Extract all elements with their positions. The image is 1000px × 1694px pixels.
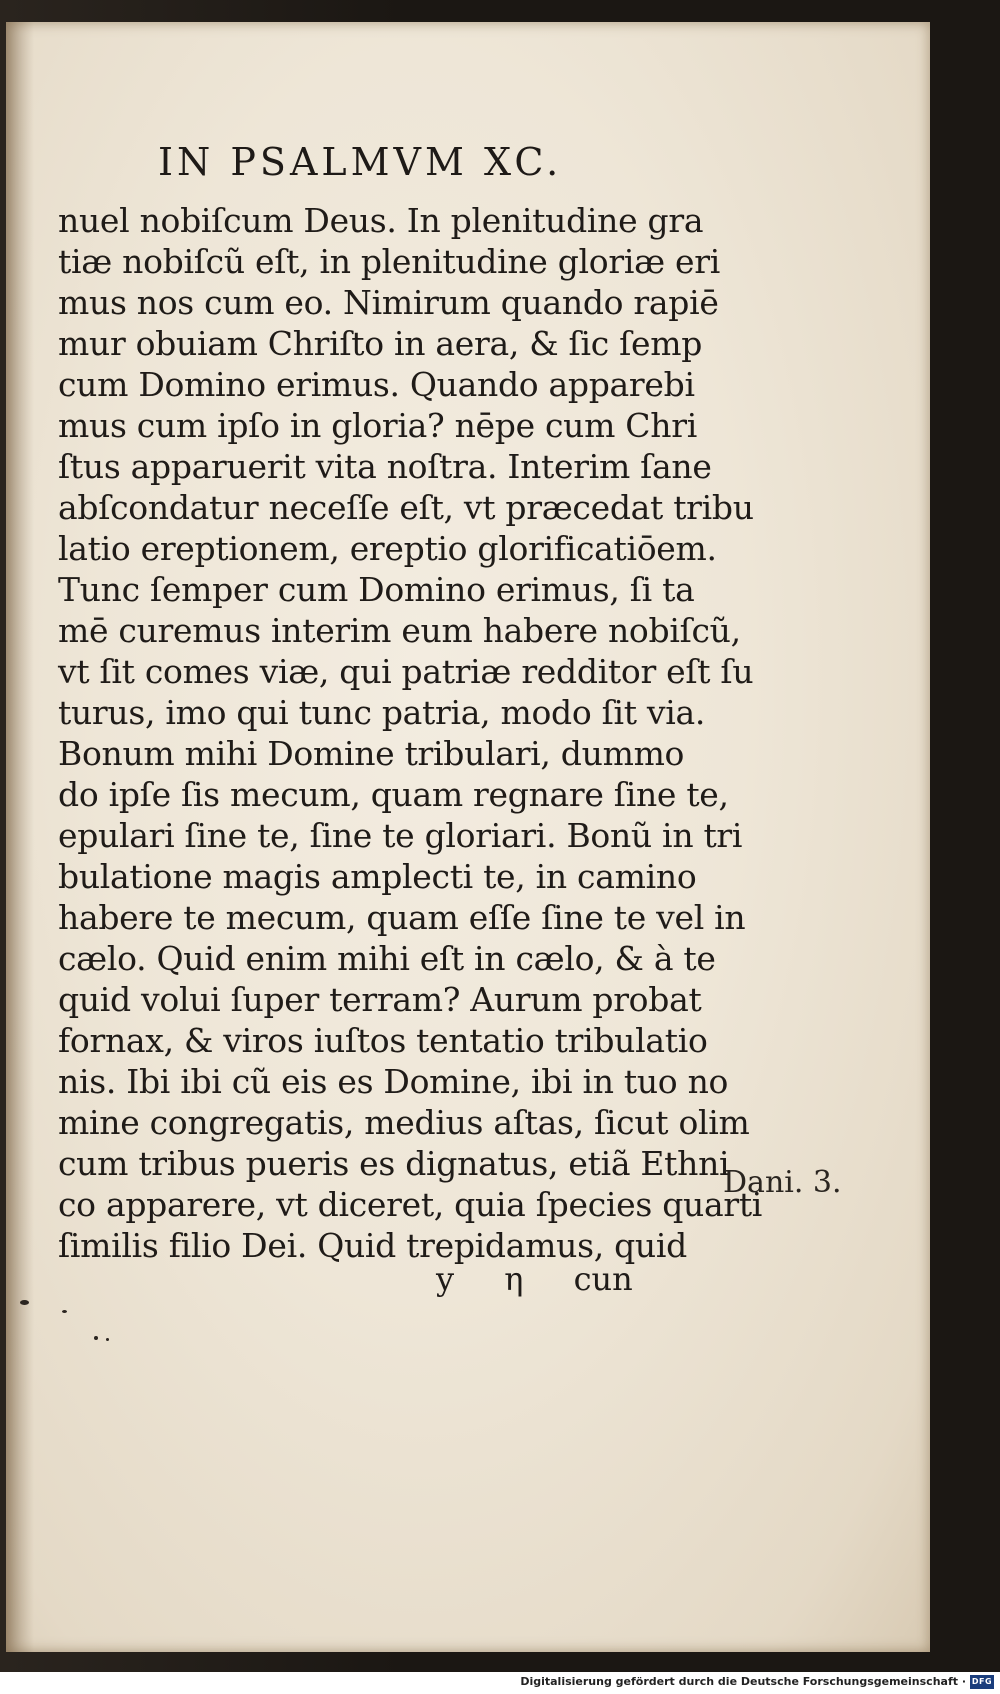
ink-speck — [94, 1336, 98, 1340]
text-line: bulatione magis amplecti te, in camino — [58, 857, 697, 896]
text-line: abſcondatur neceſſe eſt, vt præcedat tribu — [58, 488, 754, 527]
text-line: mus cum ipſo in gloria? nēpe cum Chri — [58, 406, 697, 445]
text-line: quid volui ſuper terram? Aurum probat — [58, 980, 702, 1019]
text-line: cum Domino erimus. Quando apparebi — [58, 365, 695, 404]
footer-bar — [0, 1672, 1000, 1694]
text-line: nuel nobiſcum Deus. In plenitudine gra — [58, 201, 704, 240]
text-line: latio ereptionem, ereptio glorificatiōem. — [58, 529, 717, 568]
text-line: Bonum mihi Domine tribulari, dummo — [58, 734, 685, 773]
book-page — [6, 22, 930, 1652]
dfg-logo: DFG — [970, 1675, 994, 1689]
text-line: ſimilis filio Dei. Quid trepidamus, quid — [58, 1226, 687, 1265]
text-line: mur obuiam Chriſto in aera, & ſic ſemp — [58, 324, 703, 363]
text-line: nis. Ibi ibi cũ eis es Domine, ibi in tuo no — [58, 1062, 729, 1101]
text-line: turus, imo qui tunc patria, modo ſit via. — [58, 693, 706, 732]
text-line: mus nos cum eo. Nimirum quando rapiē — [58, 283, 719, 322]
text-block — [58, 200, 763, 1266]
text-line: mē curemus interim eum habere nobiſcũ, — [58, 611, 741, 650]
text-line: epulari ſine te, ſine te gloriari. Bonũ in tri — [58, 816, 743, 855]
text-line: ſtus apparuerit vita noſtra. Interim ſane — [58, 447, 712, 486]
ink-speck — [106, 1338, 109, 1341]
text-line: vt ſit comes viæ, qui patriæ redditor eſt ſu — [58, 652, 754, 691]
text-line: tiæ nobiſcũ eſt, in plenitudine gloriæ eri — [58, 242, 720, 281]
text-line: habere te mecum, quam eſſe ſine te vel in — [58, 898, 746, 937]
margin-note: Dani. 3. — [723, 1165, 842, 1200]
text-line: mine congregatis, medius aſtas, ſicut olim — [58, 1103, 750, 1142]
gutter-shadow — [6, 22, 34, 1652]
text-line: do ipſe ſis mecum, quam regnare ſine te, — [58, 775, 729, 814]
text-line: cum tribus pueris es dignatus, etiã Ethni — [58, 1144, 730, 1183]
text-line: fornax, & viros iuſtos tentatio tribulatio — [58, 1021, 708, 1060]
text-line: cælo. Quid enim mihi eſt in cælo, & à te — [58, 939, 716, 978]
catchword: y η cun — [436, 1260, 633, 1298]
ink-speck — [62, 1310, 67, 1313]
text-line: co apparere, vt diceret, quia ſpecies quarti — [58, 1185, 763, 1224]
running-head: IN PSALMVM XC. — [158, 140, 563, 184]
text-line: Tunc ſemper cum Domino erimus, ſi ta — [58, 570, 695, 609]
funding-credit: Digitalisierung gefördert durch die Deutsche Forschungsgemeinschaft · — [520, 1675, 966, 1688]
ink-speck — [20, 1300, 29, 1305]
